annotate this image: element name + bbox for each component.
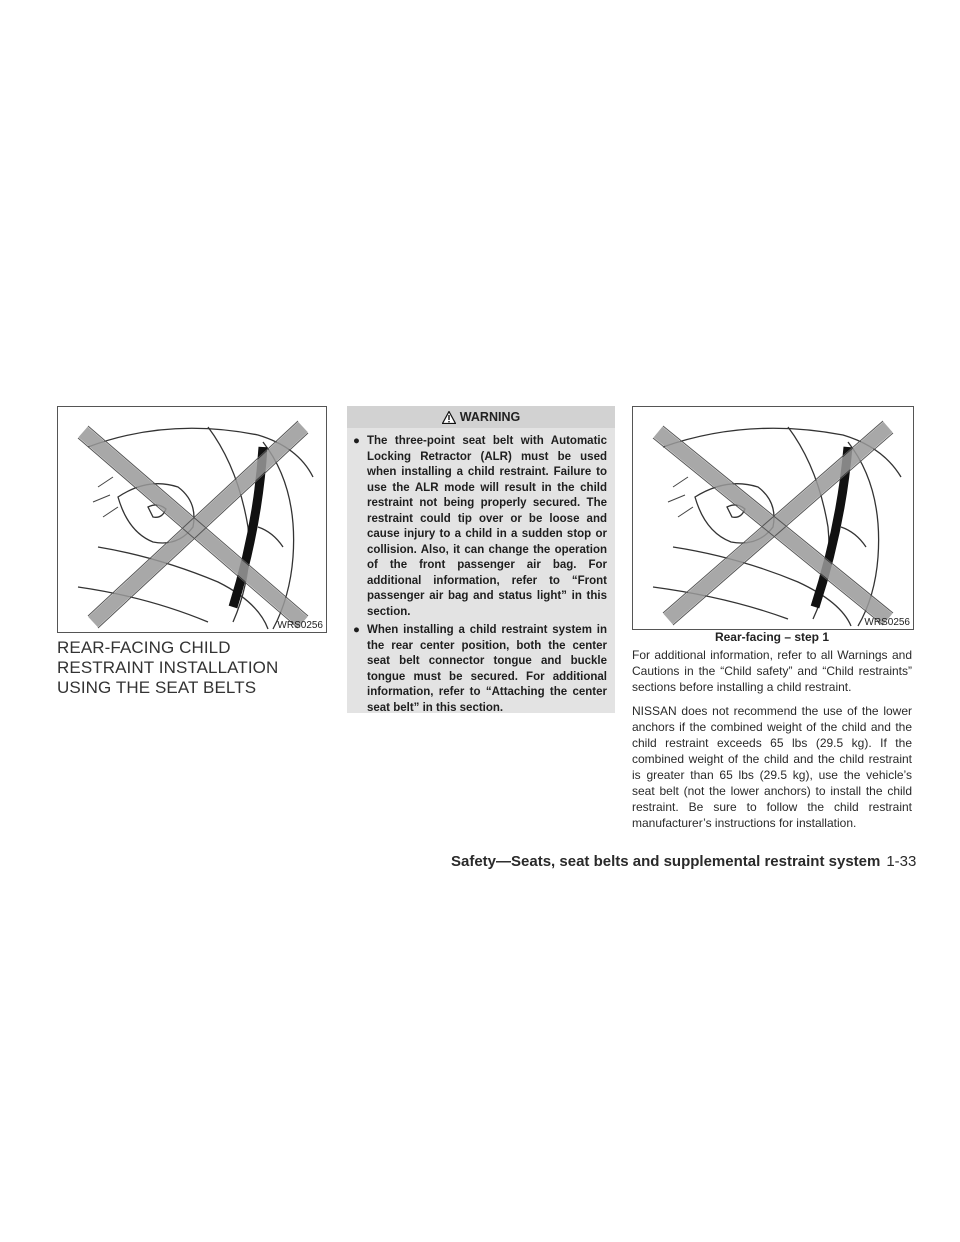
warning-item bbox=[353, 623, 607, 716]
warning-box bbox=[347, 406, 615, 713]
bullet-icon: ● bbox=[353, 435, 360, 447]
illustration-right bbox=[632, 406, 914, 630]
warning-triangle-icon bbox=[442, 411, 456, 424]
warning-heading: WARNING bbox=[459, 410, 521, 424]
child-seat-illustration bbox=[58, 407, 326, 632]
section-title: REAR-FACING CHILD RESTRAINT INSTALLATION USING THE SEAT BELTS bbox=[57, 638, 279, 697]
warning-item-text: The three-point seat belt with Automatic Locking Retractor (ALR) must be used when installing a child restraint. Failure to use the ALR mode will result in the child restraint not being properly secured. The restraint could tip over or be loose and cause injury to a child in a sudden stop or collision. Also, it can change the operation of the front passenger air bag. For additional information, refer to “Front passenger air bag and status light” in this section. bbox=[367, 435, 607, 618]
body-text bbox=[632, 647, 912, 839]
page-number: 1-33 bbox=[886, 853, 917, 870]
illustration-left bbox=[57, 406, 327, 633]
chapter-title: Safety—Seats, seat belts and supplemental restraint system bbox=[451, 853, 881, 870]
bullet-icon: ● bbox=[353, 624, 360, 636]
figure-code: WRS0256 bbox=[277, 620, 323, 631]
paragraph: For additional information, refer to all Warnings and Cautions in the “Child safety” and “Child restraints” sections before installing a child restraint. bbox=[632, 648, 912, 694]
warning-item-text: When installing a child restraint system in the rear center position, both the center seat belt connector tongue and buckle tongue must be secured. For additional information, refer to “Attaching the center seat belt” in this section. bbox=[367, 624, 607, 714]
figure-caption: Rear-facing – step 1 bbox=[714, 630, 830, 644]
paragraph: NISSAN does not recommend the use of the lower anchors if the combined weight of the child and the child restraint exceeds 65 lbs (29.5 kg). If the combined weight of the child and the child restraint is greater than 65 lbs (29.5 kg), use the vehicle’s seat belt (not the lower anchors) to install the child restraint. Be sure to follow the child restraint manufacturer’s instructions for installation. bbox=[632, 704, 912, 830]
warning-list bbox=[347, 428, 615, 716]
figure-code: WRS0256 bbox=[864, 617, 910, 628]
page-footer bbox=[451, 853, 916, 870]
child-seat-illustration bbox=[633, 407, 913, 629]
warning-item bbox=[353, 434, 607, 620]
warning-header bbox=[347, 406, 615, 428]
